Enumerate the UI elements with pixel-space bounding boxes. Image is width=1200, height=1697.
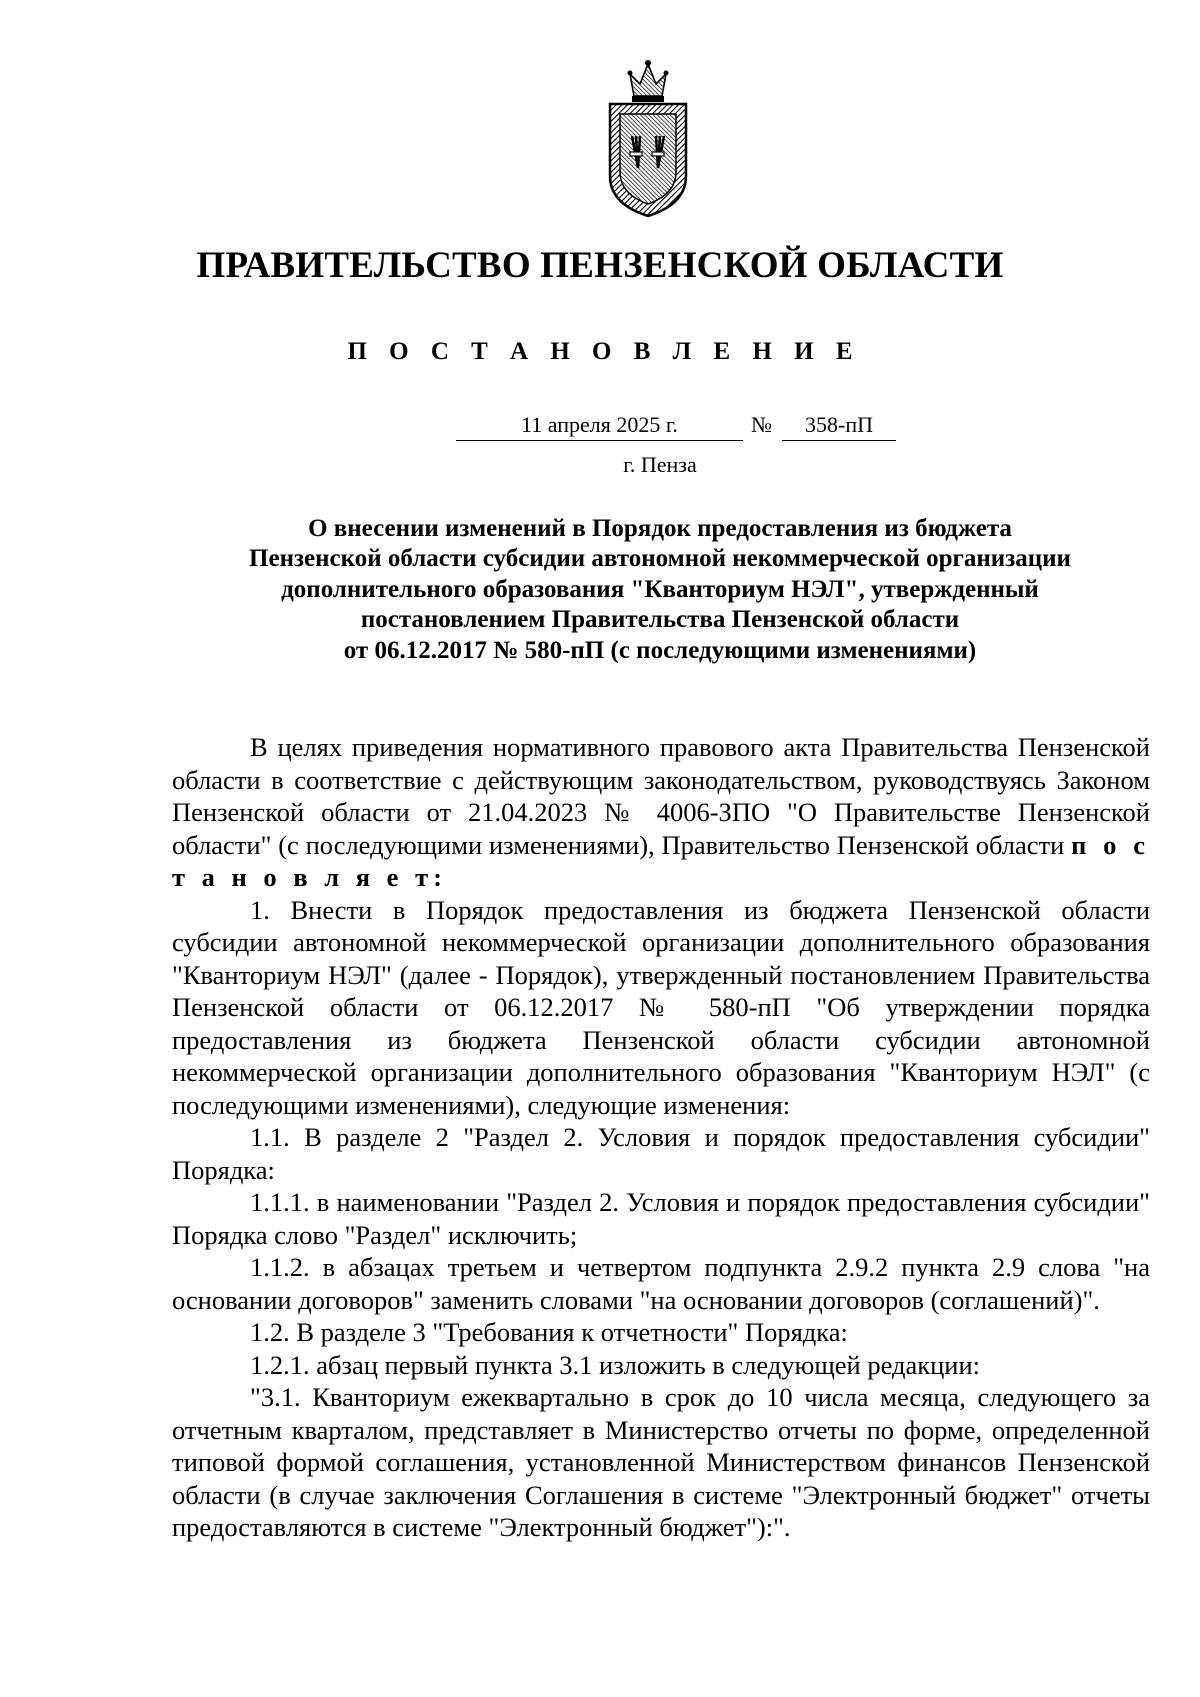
coat-of-arms-emblem [600,58,696,218]
document-body [172,731,1150,1544]
preamble-text: В целях приведения нормативного правового акта Правительства Пензенской области в соответствие с действующим законодательством, руководствуясь Законом Пензенской области от 21.04.2023 № 4006-ЗПО "О Правительстве Пензенской области" (с последующими изменениями), Правительство Пензенской области [172,732,1150,860]
subject-line: Пензенской области субсидии автономной некоммерческой организации [249,545,1071,573]
document-date: 11 апреля 2025 г. [456,412,743,441]
document-type: П О С Т А Н О В Л Е Н И Е [347,338,861,365]
document-subject [140,514,1180,666]
subject-line: от 06.12.2017 № 580-пП (с последующими изменениями) [343,636,977,664]
body-paragraph: 1. Внести в Порядок предоставления из бюджета Пензенской области субсидии автономной некоммерческой организации дополнительного образования "Кванториум НЭЛ" (далее - Порядок), утвержденный постановлением Правительства Пензенской области от 06.12.2017 № 580-пП "Об утверждении порядка предоставления из бюджета Пензенской области субсидии автономной некоммерческой организации дополнительного образования "Кванториум НЭЛ" (с последующими изменениями), следующие изменения: [172,894,1150,1120]
body-paragraph: "3.1. Кванториум ежеквартально в срок до 10 числа месяца, следующего за отчетным кварталом, представляет в Министерство отчеты по форме, определенной типовой формой соглашения, установленной Министерством финансов Пензенской области (в случае заключения Соглашения в системе "Электронный бюджет" отчеты предоставляются в системе "Электронный бюджет"):". [172,1382,1150,1542]
document-number: 358-пП [782,412,896,441]
body-paragraph: 1.1.2. в абзацах третьем и четвертом подпункта 2.9.2 пункта 2.9 слова "на основании договоров" заменить словами "на основании договоров (соглашений)". [172,1252,1150,1315]
city: г. Пенза [623,452,697,477]
subject-line: дополнительного образования "Кванториум НЭЛ", утвержденный [281,575,1039,603]
body-paragraph: 1.2. В разделе 3 "Требования к отчетности" Порядка: [250,1317,848,1347]
body-paragraph: 1.1.1. в наименовании "Раздел 2. Условия и порядок предоставления субсидии" Порядка слово "Раздел" исключить; [172,1187,1150,1250]
body-paragraph: 1.2.1. абзац первый пункта 3.1 изложить в следующей редакции: [250,1349,981,1380]
decree-word: п о с т а н о в л я е т: [172,829,1151,892]
subject-line: О внесении изменений в Порядок предоставления из бюджета [308,515,1012,542]
preamble-paragraph [172,731,1150,894]
body-paragraph: 1.1. В разделе 2 "Раздел 2. Условия и порядок предоставления субсидии" Порядка: [172,1122,1150,1185]
date-number-line [456,412,896,446]
number-sign: № [751,412,772,437]
subject-line: постановлением Правительства Пензенской области [360,606,960,634]
government-title: ПРАВИТЕЛЬСТВО ПЕНЗЕНСКОЙ ОБЛАСТИ [196,245,1004,286]
